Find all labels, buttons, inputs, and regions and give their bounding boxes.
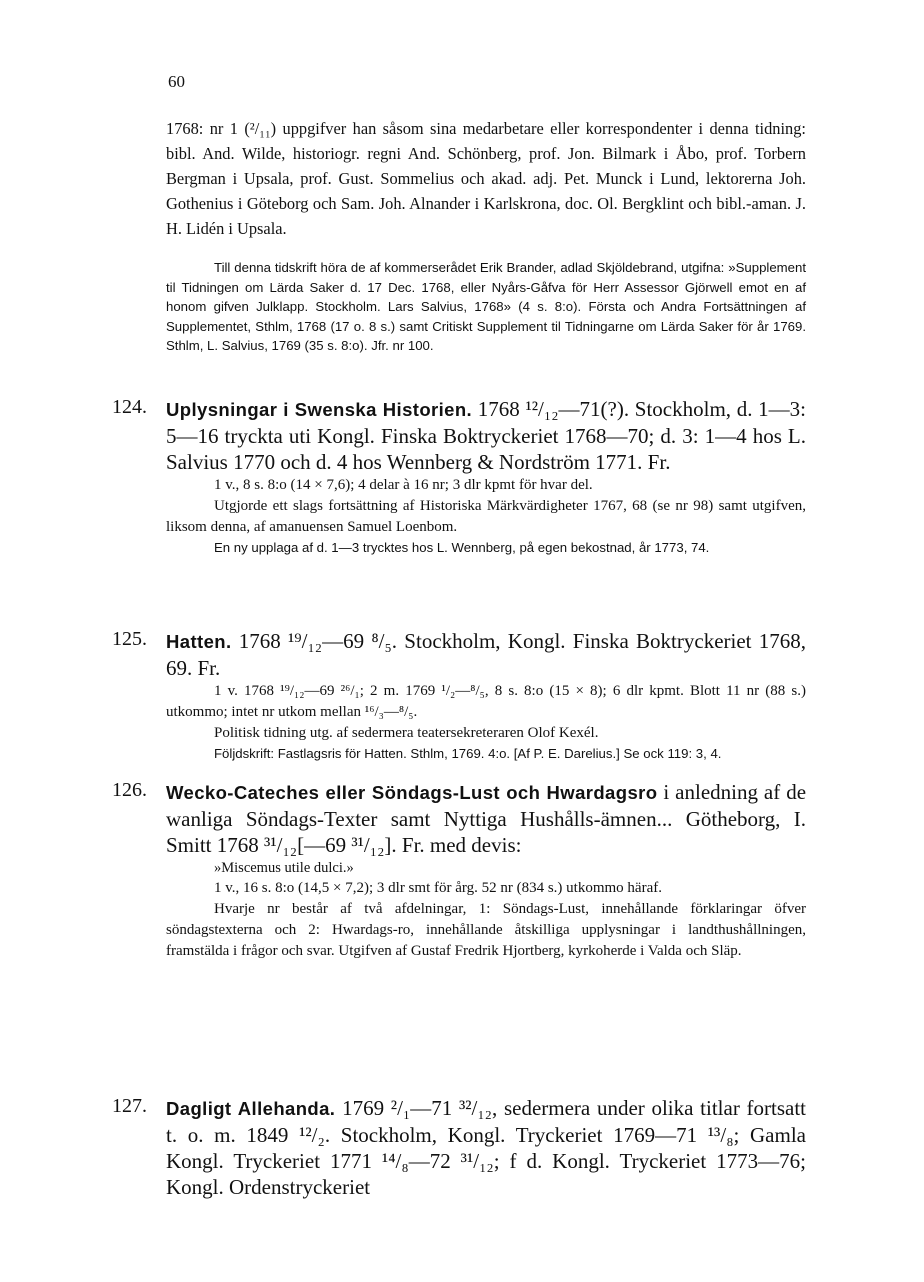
entry-title: Wecko-Cateches eller Söndags-Lust och Hwardagsro xyxy=(166,782,658,803)
entry-number: 127. xyxy=(112,1095,147,1117)
entry-description: Hvarje nr består af två afdelningar, 1: Söndags-Lust, innehållande förklaringar öfver söndagstexterna och 2: Hwardags-ro, innehållande åtskilliga upplysningar i landthushållningen, framstälda i frågor och svar. Utgifven af Gustaf Fredrik Hjortberg, kyrkoherde i Valda och Släp. xyxy=(166,901,806,959)
entry-126 xyxy=(112,779,807,962)
entry-127 xyxy=(112,1095,806,1200)
note-text: Till denna tidskrift höra de af kommerserådet Erik Brander, adlad Skjöldebrand, utgifna: »Supplement til Tidningen om Lärda Saker d. 17 Dec. 1768, eller Nyårs-Gåfva för Herr Assessor Gjörwell emot en af honom gifven Julklapp. Stockholm. Lars Salvius, 1768» (4 s. 8:o). Första och Andra Fortsättningen af Supplementet, Sthlm, 1768 (17 o. 8 s.) samt Critiskt Supplement til Tidningarne om Lärda Saker för år 1769. Sthlm, L. Salvius, 1769 (35 s. 8:o). Jfr. nr 100. xyxy=(166,260,806,353)
entry-number: 125. xyxy=(112,628,147,650)
entry-heading xyxy=(166,628,806,681)
entry-125 xyxy=(112,628,806,764)
intro-text: 1768: nr 1 (²/₁₁) uppgifver han såsom sina medarbetare eller korrespondenter i denna tidning: bibl. And. Wilde, historiogr. regni And. Schönberg, prof. Jon. Bilmark i Åbo, prof. Torbern Bergman i Upsala, prof. Gust. Sommelius och akad. adj. Pet. Munck i Lund, lektorerna Joh. Gothenius i Göteborg och Sam. Joh. Alnander i Karlskrona, doc. Ol. Bergklint och bibl.-aman. J. H. Lidén i Upsala. xyxy=(166,119,806,238)
entry-format-line: 1 v., 8 s. 8:o (14 × 7,6); 4 delar à 16 nr; 3 dlr kpmt för hvar del. xyxy=(214,477,593,493)
entry-note: En ny upplaga af d. 1—3 trycktes hos L. Wennberg, på egen bekostnad, år 1773, 74. xyxy=(214,540,710,555)
footnote-paragraph xyxy=(166,258,806,356)
entry-format-line: 1 v., 16 s. 8:o (14,5 × 7,2); 3 dlr smt för årg. 52 nr (834 s.) utkommo häraf. xyxy=(214,880,662,896)
entry-124 xyxy=(112,396,806,558)
entry-description: Utgjorde ett slags fortsättning af Historiska Märkvärdigheter 1767, 68 (se nr 98) samt utgifven, liksom denna, af amanuensen Samuel Loenbom. xyxy=(166,498,806,535)
entry-title: Hatten. xyxy=(166,631,232,652)
entry-description: Politisk tidning utg. af sedermera teatersekreteraren Olof Kexél. xyxy=(214,725,599,741)
entry-title: Dagligt Allehanda. xyxy=(166,1098,336,1119)
entry-number: 126. xyxy=(112,779,147,801)
entry-heading-rest: 1769 ²/₁—71 ³²/₁₂, sedermera under olika titlar fortsatt t. o. m. 1849 ¹²/₂. Stockholm, Kongl. Tryckeriet 1769—71 ¹³/₈; Gamla Kongl. Tryckeriet 1771 ¹⁴/₈—72 ³¹/₁₂; f d. Kongl. Tryckeriet 1773—76; Kongl. Ordenstryckeriet xyxy=(166,1096,806,1199)
entry-heading-rest: i anledning af de wanliga Söndags-Texter samt Nyttiga Hushålls-ämnen... Götheborg, I. Smitt 1768 ³¹/₁₂[—69 ³¹/₁₂]. Fr. med devis: xyxy=(166,780,807,857)
entry-heading xyxy=(166,779,806,858)
page-number: 60 xyxy=(168,72,185,91)
entry-heading xyxy=(166,396,806,475)
entry-motto: »Miscemus utile dulci.» xyxy=(214,860,354,876)
entry-number: 124. xyxy=(112,396,147,418)
entry-title: Uplysningar i Swenska Historien. xyxy=(166,399,473,420)
entry-heading xyxy=(166,1095,806,1200)
entry-heading-rest: 1768 ¹⁹/₁₂—69 ⁸/₅. Stockholm, Kongl. Finska Boktryckeriet 1768, 69. Fr. xyxy=(166,629,806,680)
intro-paragraph xyxy=(166,116,806,241)
entry-note: Följdskrift: Fastlagsris för Hatten. Sthlm, 1769. 4:o. [Af P. E. Darelius.] Se ock 119: 3, 4. xyxy=(214,746,722,761)
entry-heading-rest: 1768 ¹²/₁₂—71(?). Stockholm, d. 1—3: 5—16 tryckta uti Kongl. Finska Boktryckeriet 1768—70; d. 3: 1—4 hos L. Salvius 1770 och d. 4 hos Wennberg & Nordström 1771. Fr. xyxy=(166,397,806,474)
entry-format-line: 1 v. 1768 ¹⁹/₁₂—69 ²⁶/₁; 2 m. 1769 ¹/₂—⁸/₅, 8 s. 8:o (15 × 8); 6 dlr kpmt. Blott 11 nr (88 s.) utkommo; intet nr utkom mellan ¹⁶/₃—⁸/₅. xyxy=(166,683,806,720)
